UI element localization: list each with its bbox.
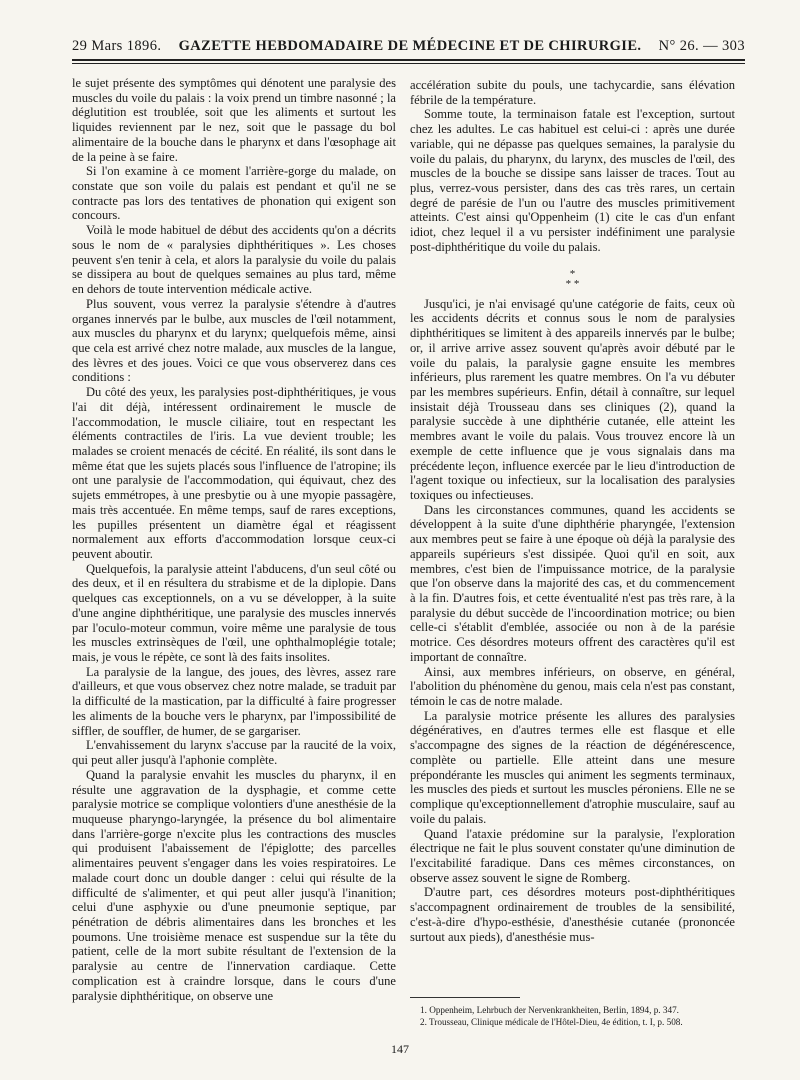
paragraph: Dans les circonstances communes, quand les accidents se développent à la suite d'une diphthérie pharyngée, l'extension aux membres peut se faire à une époque où déjà la paralysie des appareils supérieurs s'est dissipée. Quoi qu'il en soit, aux membres, c'est bien de l'impuissance motrice, de la paralysie que l'on observe dans la majorité des cas, et du commencement à la fin. D'autres fois, et cette éventualité n'est pas très rare, à la paralysie du début succède de l'incoordination motrice; ou bien celle-ci s'établit d'emblée, associée ou non à de la parésie motrice. Ces désordres moteurs offrent des caractères qu'il est important de connaître. bbox=[410, 502, 735, 664]
folio-number: 147 bbox=[391, 1042, 409, 1056]
paragraph: La paralysie motrice présente les allures des paralysies dégénératives, en d'autres termes elle est flasque et elle s'accompagne des signes de la réaction de dégénérescence, complète ou partielle. Elle atteint dans une mesure prépondérante les muscles qui animent les segments terminaux, les muscles des pieds et surtout les muscles péroniens. Elle ne se complique qu'exceptionnellement d'atrophie musculaire, sauf au voile du palais. bbox=[410, 708, 735, 826]
paragraph: Quand l'ataxie prédomine sur la paralysie, l'exploration électrique ne fait le plus souvent constater qu'une diminution de l'excitabilité faradique. Dans ces mêmes circonstances, on observe assez souvent le signe de Romberg. bbox=[410, 826, 735, 885]
paragraph: D'autre part, ces désordres moteurs post-diphthéritiques s'accompagnent ordinairement de troubles de la sensibilité, c'est-à-dire d'hypo-esthésie, d'anesthésie cutanée (prononcée surtout aux pieds), d'anesthésie mus- bbox=[410, 885, 735, 944]
paragraph: Du côté des yeux, les paralysies post-diphthéritiques, je vous l'ai dit déjà, intéressent ordinairement le muscle de l'accommodation, le muscle ciliaire, tout en respectant les éléments contractiles de l'iris. La vue devient trouble; les malades se croient menacés de cécité. En réalité, ils sont dans le même état que les sujets placés sous l'influence de l'atropine; ils ont une paralysie de l'accommodation, qui équivaut, chez des sujets emmétropes, à une presbytie ou à une myopie passagère, mais très accentuée. En même temps, sauf de rares exceptions, les pupilles présentent un diamètre égal et réagissent normalement aux efforts d'accommodation lorsque ceux-ci peuvent aboutir. bbox=[72, 385, 396, 561]
journal-title: GAZETTE HEBDOMADAIRE DE MÉDECINE ET DE CHIRURGIE. bbox=[178, 38, 642, 54]
paragraph: Voilà le mode habituel de début des accidents qu'on a décrits sous le nom de « paralysies diphthéritiques ». Les choses peuvent s'en tenir à cela, et alors la paralysie du voile du palais se dissipera au bout de quelques semaines au plus tard, même en dehors de toute intervention médicale active. bbox=[72, 223, 396, 297]
paragraph: La paralysie de la langue, des joues, des lèvres, assez rare d'ailleurs, et que vous observez chez notre malade, se traduit par la difficulté de la mastication, par la difficulté à faire progresser les aliments de la bouche vers le pharynx, par l'impossibilité de siffler, de souffler, de humer, de se gargariser. bbox=[72, 664, 396, 738]
paragraph: Ainsi, aux membres inférieurs, on observe, en général, l'abolition du phénomène du genou, mais cela n'est pas constant, témoin le cas de notre malade. bbox=[410, 664, 735, 709]
footnote: 1. Oppenheim, Lehrbuch der Nervenkrankheiten, Berlin, 1894, p. 347. bbox=[420, 1005, 679, 1015]
paragraph: le sujet présente des symptômes qui dénotent une paralysie des muscles du voile du palais : la voix prend un timbre nasonné ; la déglutition est troublée, soit que les aliments et surtout les liquides reviennent par le nez, soit que le passage du bol alimentaire de la bouche dans le pharynx et dans l'œsophage ait de la peine à se faire. bbox=[72, 76, 396, 164]
paragraph: L'envahissement du larynx s'accuse par la raucité de la voix, qui peut aller jusqu'à l'aphonie complète. bbox=[72, 738, 396, 768]
left-column bbox=[72, 76, 396, 1003]
right-column bbox=[410, 78, 735, 944]
paragraph: Somme toute, la terminaison fatale est l'exception, surtout chez les adultes. Le cas habituel est celui-ci : après une durée variable, qui ne dépasse pas quelques semaines, la paralysie du voile du palais, du pharynx, du larynx, des muscles de l'œil, des muscles de la bouche se dissipe sans laisser de traces. Tout au plus, verrez-vous persister, dans des cas très rares, un certain degré de parésie de l'un ou l'autre des muscles primitivement atteints. C'est ainsi qu'Oppenheim (1) cite le cas d'un enfant idiot, chez lequel il a vu persister indéfiniment une paralysie post-diphthéritique du voile du palais. bbox=[410, 107, 735, 254]
separator-top: * bbox=[569, 267, 576, 280]
separator-bottom: * * bbox=[565, 277, 580, 290]
paragraph: Quand la paralysie envahit les muscles du pharynx, il en résulte une aggravation de la dysphagie, et comme cette paralysie motrice se complique volontiers d'une anesthésie de la muqueuse pharyngo-laryngée, la présence du bol alimentaire dans l'arrière-gorge n'excite plus les contractions des muscles qui produisent l'abaissement de l'épiglotte; des parcelles alimentaires peuvent s'engager dans les voies respiratoires. Le malade court donc un double danger : celui qui résulte de la difficulté de s'alimenter, et qui peut aller jusqu'à l'inanition; celui d'une asphyxie ou d'une pneumonie septique, par pénétration de débris alimentaires dans les bronches et les poumons. Une troisième menace est suspendue sur la tête du patient, celle de la mort subite résultant de l'extension de la paralysie au centre de l'innervation cardiaque. Cette complication est à craindre lorsque, dans le cours d'une paralysie diphthéritique, on observe une bbox=[72, 767, 396, 1003]
right-column-top bbox=[410, 78, 735, 255]
header-rule-thin bbox=[72, 63, 745, 64]
header-date: 29 Mars 1896. bbox=[72, 38, 162, 54]
paragraph: Quelquefois, la paralysie atteint l'abducens, d'un seul côté ou des deux, et il en résultera du strabisme et de la diplopie. Dans quelques cas exceptionnels, on a vu se développer, à la suite d'une angine diphthéritique, une paralysie des muscles innervés par l'oculo-moteur commun, voire même une paralysie de tous les muscles extrinsèques de l'œil, une ophthalmoplégie totale; mais, je vous le répète, ce sont là des faits insolites. bbox=[72, 561, 396, 665]
footnote-rule bbox=[410, 997, 520, 998]
paragraph: Jusqu'ici, je n'ai envisagé qu'une catégorie de faits, ceux où les accidents décrits et connus sous le nom de paralysies diphthéritiques se limitent à des appareils innervés par le bulbe; or, il arrive arrive assez souvent qu'après avoir débuté par le voile du palais, la paralysie gagne ensuite les membres inférieurs, plus rarement les quatre membres. On l'a vu débuter par les membres supérieurs. Enfin, détail à connaître, sur lequel insistait déjà Trousseau dans ses cliniques (2), quand la paralysie succède à une diphthérie cutanée, elle atteint les membres avant le voile du palais. Vous trouvez encore là un exemple de cette influence que je vous signalais dans ma précédente leçon, influence exercée par le lieu d'introduction de l'agent toxique ou infectieux, sur la localisation des paralysies toxiques ou infectieuses. bbox=[410, 296, 735, 502]
footnotes bbox=[420, 1005, 740, 1028]
issue-page-number: N° 26. — 303 bbox=[658, 38, 745, 54]
paragraph: Plus souvent, vous verrez la paralysie s'étendre à d'autres organes innervés par le bulbe, aux muscles de l'œil notamment, aux muscles du pharynx et du larynx; quelquefois même, ainsi que cela est arrivé chez notre malade, aux muscles de la langue, des lèvres et des joues. Voici ce que vous observerez dans ces conditions : bbox=[72, 296, 396, 385]
footnote: 2. Trousseau, Clinique médicale de l'Hôtel-Dieu, 4e édition, t. I, p. 508. bbox=[420, 1016, 683, 1027]
paragraph: Si l'on examine à ce moment l'arrière-gorge du malade, on constate que son voile du palais est pendant et qu'il ne se contracte pas lors des tentatives de phonation qui exigent son concours. bbox=[72, 164, 396, 223]
paragraph: accélération subite du pouls, une tachycardie, sans élévation fébrile de la température. bbox=[410, 78, 735, 107]
header-rule-thick bbox=[72, 59, 745, 61]
section-separator bbox=[410, 269, 735, 289]
running-header bbox=[72, 38, 745, 55]
right-column-bottom bbox=[410, 297, 735, 945]
